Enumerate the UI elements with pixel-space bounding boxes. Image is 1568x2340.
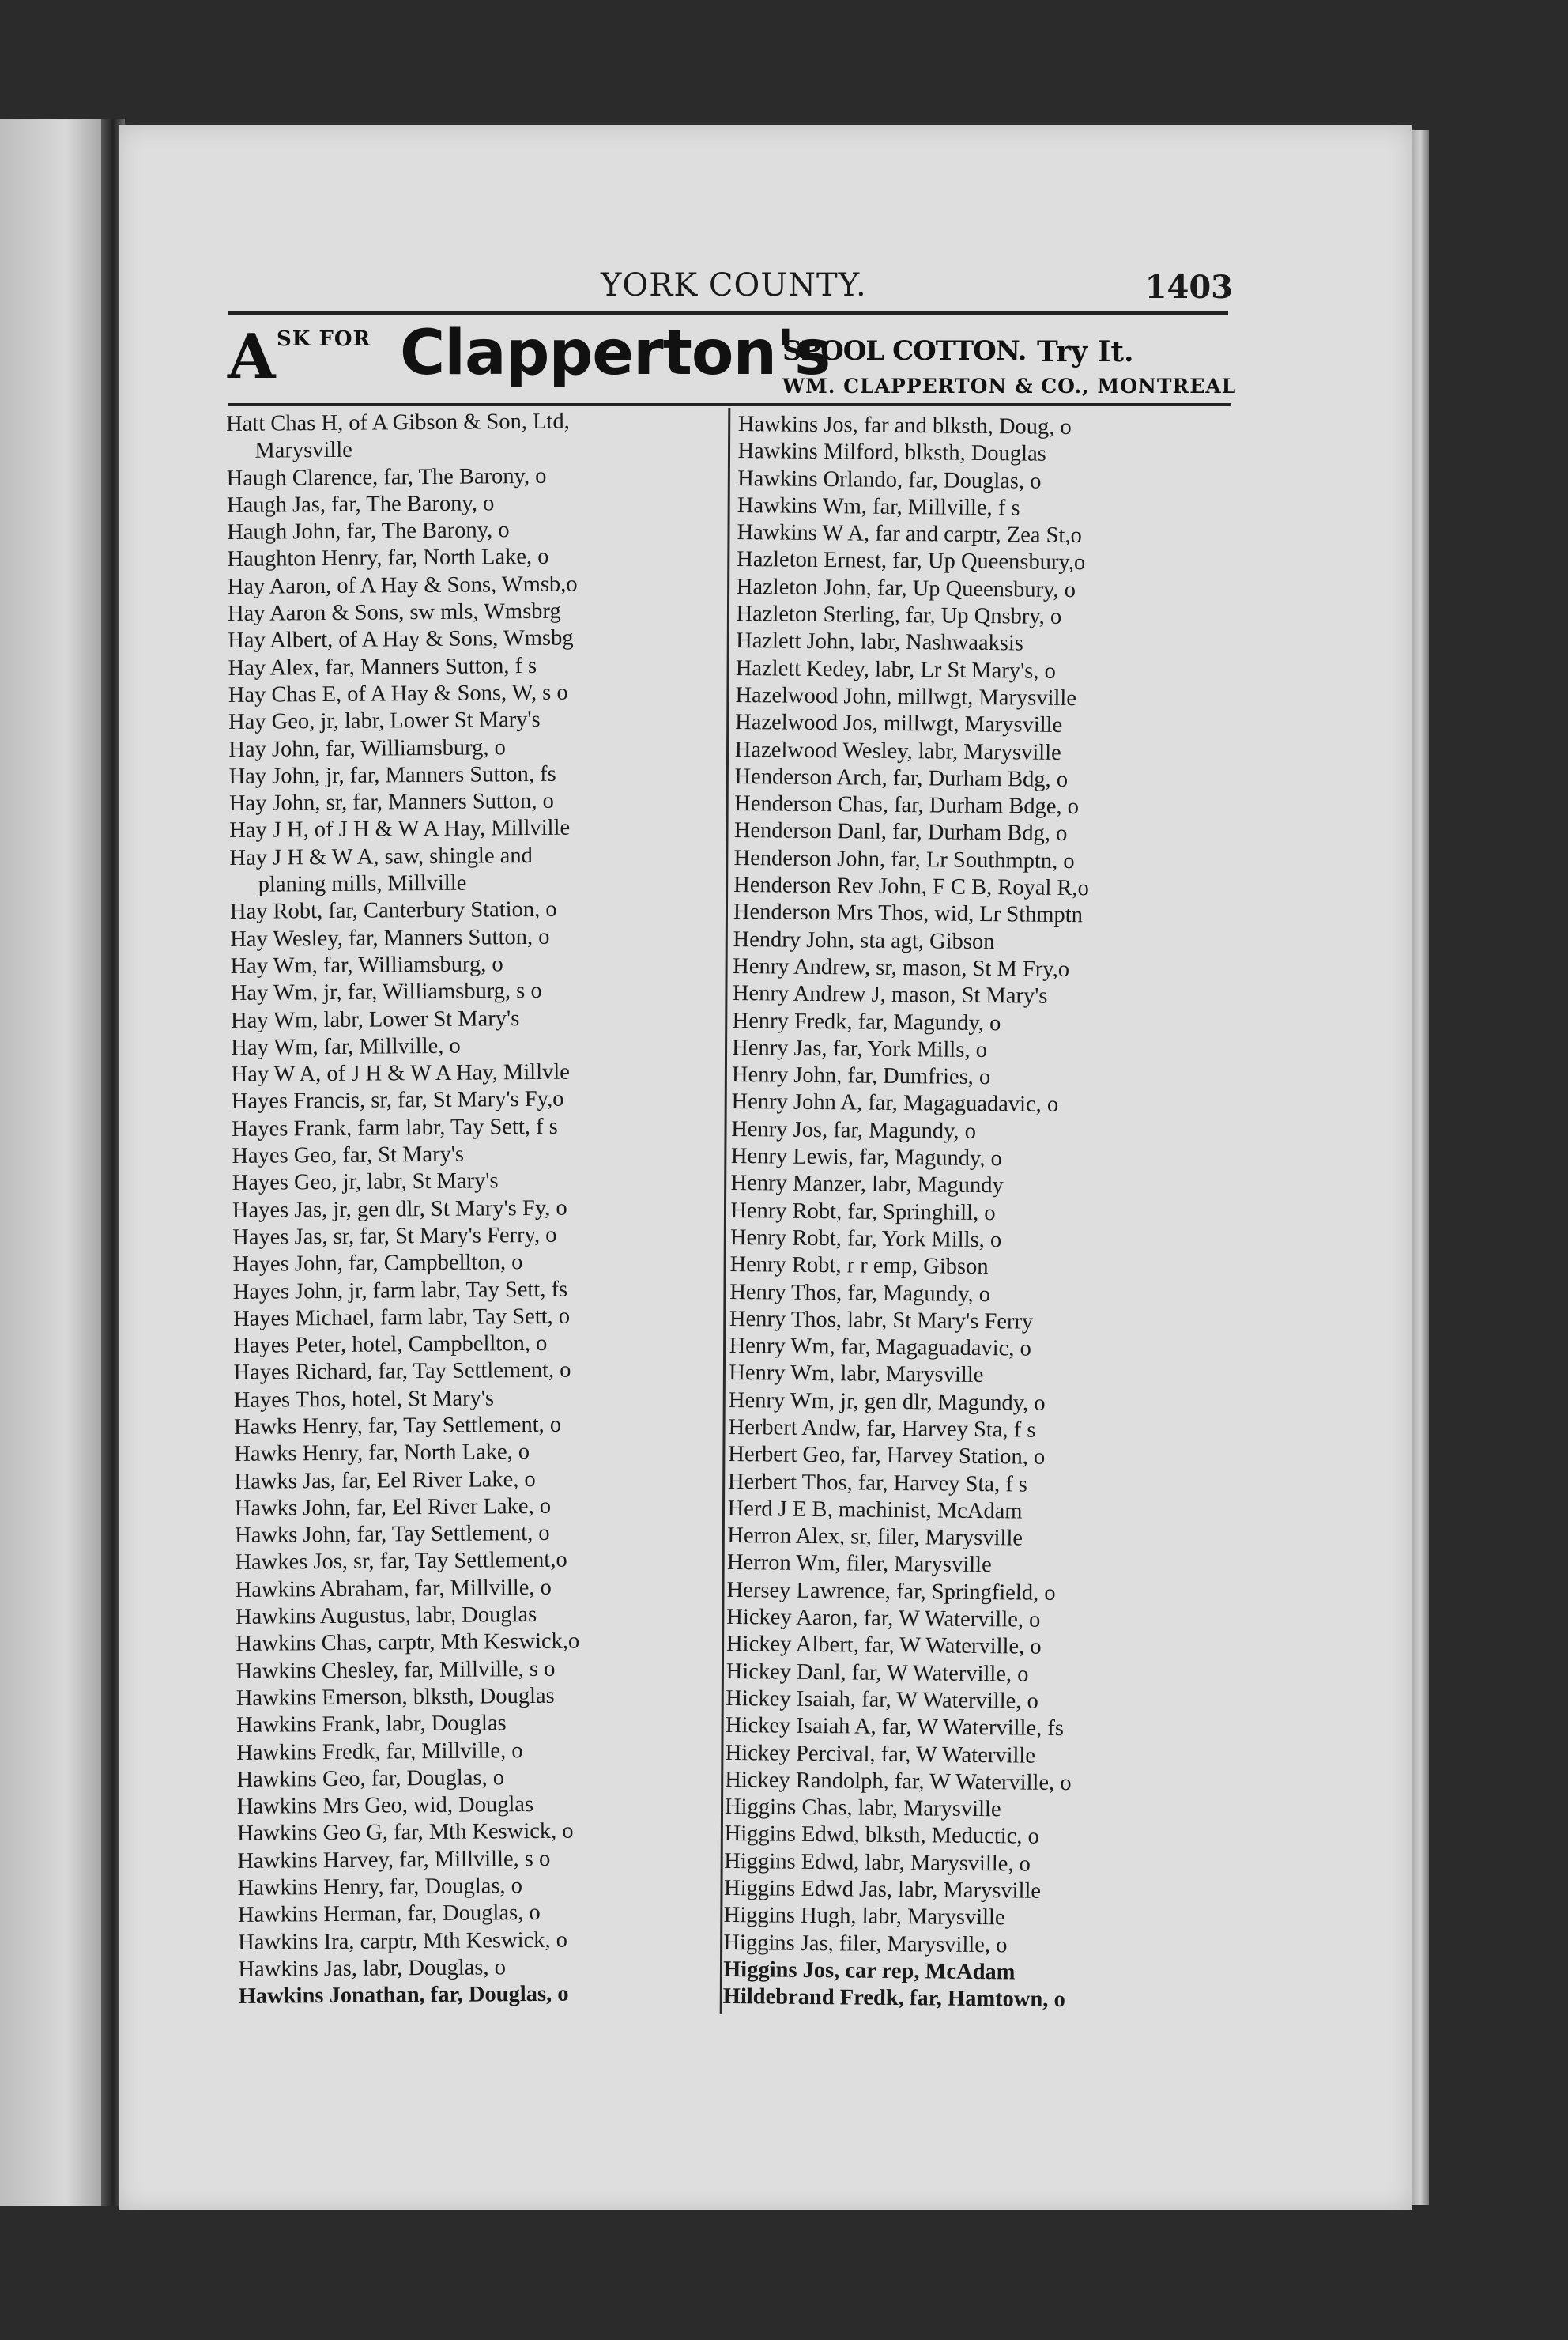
directory-entry: Henderson Chas, far, Durham Bdge, o <box>734 791 1080 820</box>
directory-entry: Henry Andrew, sr, mason, St M Fry,o <box>733 953 1070 982</box>
directory-entry: Hawkins Herman, far, Douglas, o <box>237 1900 541 1928</box>
directory-entry: Henry John, far, Dumfries, o <box>731 1062 991 1090</box>
directory-entry: Hazelwood Jos, millwgt, Marysville <box>735 710 1063 738</box>
directory-entry: Hawks Jas, far, Eel River Lake, o <box>234 1466 536 1494</box>
directory-entry: planing mills, Millville <box>258 870 467 897</box>
directory-entry: Henry Andrew J, mason, St Mary's <box>732 981 1048 1010</box>
directory-entry: Henry Robt, far, York Mills, o <box>729 1225 1002 1253</box>
directory-entry: Higgins Edwd, blksth, Meductic, o <box>724 1821 1040 1850</box>
directory-entry: Hay John, jr, far, Manners Sutton, fs <box>228 761 556 789</box>
directory-entry: Hawkins Jonathan, far, Douglas, o <box>238 1981 569 2010</box>
directory-entry: Henry Wm, jr, gen dlr, Magundy, o <box>728 1387 1046 1416</box>
directory-entry: Hay Wm, far, Williamsburg, o <box>230 952 503 979</box>
directory-entry: Herd J E B, machinist, McAdam <box>727 1496 1023 1524</box>
directory-entry: Herbert Andw, far, Harvey Sta, f s <box>728 1414 1036 1443</box>
directory-entry: Henry Manzer, labr, Magundy <box>730 1171 1004 1198</box>
directory-entry: Hay J H, of J H & W A Hay, Millville <box>229 816 571 844</box>
directory-entry: Hickey Aaron, far, W Waterville, o <box>726 1604 1041 1632</box>
directory-entry: Henry Jos, far, Magundy, o <box>731 1116 977 1144</box>
directory-entry: Hawkins Chas, carptr, Mth Keswick,o <box>236 1629 580 1657</box>
directory-entry: Hayes Geo, jr, labr, St Mary's <box>232 1168 499 1196</box>
directory-entry: Hickey Albert, far, W Waterville, o <box>726 1632 1042 1660</box>
directory-entry: Hickey Danl, far, W Waterville, o <box>726 1659 1029 1687</box>
right-column <box>723 411 1252 2016</box>
running-title: YORK COUNTY. <box>601 267 867 304</box>
directory-entry: Hawkins Mrs Geo, wid, Douglas <box>236 1792 534 1820</box>
directory-entry: Hickey Isaiah A, far, W Waterville, fs <box>725 1713 1065 1742</box>
directory-entry: Hawks Henry, far, Tay Settlement, o <box>233 1412 562 1440</box>
left-column <box>226 407 752 2011</box>
directory-entry: Hawkins Orlando, far, Douglas, o <box>737 466 1042 494</box>
directory-entry: Hawks John, far, Tay Settlement, o <box>235 1520 550 1549</box>
directory-entry: Hawkins Geo G, far, Mth Keswick, o <box>237 1819 574 1847</box>
directory-entry: Hayes Richard, far, Tay Settlement, o <box>233 1358 571 1386</box>
directory-entry: Hawkins Ira, carptr, Mth Keswick, o <box>238 1927 568 1955</box>
directory-entry: Hayes Thos, hotel, St Mary's <box>233 1386 495 1413</box>
directory-entry: Hay Wesley, far, Manners Sutton, o <box>230 924 550 952</box>
directory-entry: Hawks John, far, Eel River Lake, o <box>234 1493 552 1521</box>
directory-entry: Herron Wm, filer, Marysville <box>726 1550 992 1578</box>
directory-entry: Hatt Chas H, of A Gibson & Son, Ltd, <box>226 409 570 436</box>
directory-entry: Hickey Isaiah, far, W Waterville, o <box>726 1685 1038 1714</box>
directory-entry: Hay W A, of J H & W A Hay, Millvle <box>231 1059 570 1088</box>
page-stack-edge <box>1412 130 1429 2205</box>
directory-entry: Hayes Frank, farm labr, Tay Sett, f s <box>232 1114 558 1142</box>
directory-entry: Hazlett Kedey, labr, Lr St Mary's, o <box>735 655 1056 684</box>
directory-entry: Hawkins Jas, labr, Douglas, o <box>238 1955 507 1982</box>
directory-entry: Henry Wm, labr, Marysville <box>729 1361 984 1388</box>
directory-entry: Henderson Mrs Thos, wid, Lr Sthmptn <box>733 900 1084 928</box>
directory-entry: Hayes John, far, Campbellton, o <box>232 1250 523 1278</box>
directory-entry: Hayes Jas, jr, gen dlr, St Mary's Fy, o <box>232 1195 567 1223</box>
directory-entry: Henry Jas, far, York Mills, o <box>732 1035 988 1062</box>
directory-entry: Hickey Percival, far, W Waterville <box>725 1740 1036 1768</box>
directory-entry: Hawkins Harvey, far, Millville, s o <box>237 1846 551 1874</box>
directory-entry: Hayes John, jr, farm labr, Tay Sett, fs <box>232 1277 568 1304</box>
directory-entry: Hendry John, sta agt, Gibson <box>733 927 995 954</box>
directory-entry: Hawkins Henry, far, Douglas, o <box>237 1874 523 1900</box>
directory-entry: Hawkes Jos, sr, far, Tay Settlement,o <box>235 1548 567 1576</box>
directory-entry: Herbert Geo, far, Harvey Station, o <box>728 1442 1046 1470</box>
directory-entry: Hay Wm, labr, Lower St Mary's <box>230 1006 520 1033</box>
ad-ask-for: SK FOR <box>277 327 371 351</box>
directory-entry: Henry Wm, far, Magaguadavic, o <box>729 1334 1031 1361</box>
directory-entry: Herbert Thos, far, Harvey Sta, f s <box>727 1469 1028 1497</box>
directory-entry: Haugh Jas, far, The Barony, o <box>226 491 495 518</box>
directory-entry: Henry Robt, r r emp, Gibson <box>729 1252 989 1280</box>
directory-entry: Hay Albert, of A Hay & Sons, Wmsbg <box>228 625 574 654</box>
directory-entry: Herron Alex, sr, filer, Marysville <box>727 1523 1023 1551</box>
directory-entry: Hazleton John, far, Up Queensbury, o <box>736 574 1076 602</box>
directory-entry: Hay Wm, far, Millville, o <box>231 1033 461 1060</box>
advertisement-banner <box>228 318 1237 403</box>
ad-try-it: Try It. <box>1037 335 1134 368</box>
directory-entry: Hersey Lawrence, far, Springfield, o <box>726 1577 1056 1606</box>
directory-entry: Marysville <box>254 438 353 464</box>
directory-entry: Hay Robt, far, Canterbury Station, o <box>229 897 557 925</box>
directory-entry: Hay Aaron & Sons, sw mls, Wmsbrg <box>227 598 561 627</box>
directory-entry: Hay Aaron, of A Hay & Sons, Wmsb,o <box>227 572 578 599</box>
directory-entry: Henry Fredk, far, Magundy, o <box>732 1008 1001 1036</box>
directory-entry: Hayes Geo, far, St Mary's <box>232 1142 465 1168</box>
directory-entry: Henderson Arch, far, Durham Bdg, o <box>734 764 1069 792</box>
directory-entry: Hawkins Emerson, blksth, Douglas <box>236 1683 555 1711</box>
directory-entry: Hay Chas E, of A Hay & Sons, W, s o <box>228 680 568 708</box>
directory-entry: Henry Thos, labr, St Mary's Ferry <box>729 1306 1034 1334</box>
directory-entry: Hay Geo, jr, labr, Lower St Mary's <box>228 708 541 735</box>
directory-entry: Hawks Henry, far, North Lake, o <box>234 1440 530 1467</box>
directory-entry: Hawkins Abraham, far, Millville, o <box>235 1575 552 1602</box>
directory-entry: Henderson John, far, Lr Southmptn, o <box>733 845 1075 874</box>
directory-entry: Haughton Henry, far, North Lake, o <box>227 545 549 572</box>
directory-entry: Hawkins Chesley, far, Millville, s o <box>236 1656 556 1684</box>
ad-manufacturer: WM. CLAPPERTON & CO., MONTREAL <box>782 375 1237 398</box>
directory-entry: Hazleton Sterling, far, Up Qnsbry, o <box>736 602 1062 630</box>
ad-initial-letter: A <box>228 321 276 393</box>
directory-entry: Higgins Jas, filer, Marysville, o <box>723 1930 1008 1957</box>
directory-entry: Hayes Michael, farm labr, Tay Sett, o <box>232 1304 571 1331</box>
directory-entry: Hawkins Frank, labr, Douglas <box>236 1711 507 1738</box>
directory-entry: Henry Thos, far, Magundy, o <box>729 1279 991 1307</box>
directory-entry: Hickey Randolph, far, W Waterville, o <box>725 1767 1072 1795</box>
directory-entry: Higgins Edwd, labr, Marysville, o <box>724 1848 1031 1877</box>
directory-entry: Henry Lewis, far, Magundy, o <box>730 1143 1002 1172</box>
directory-entry: Hay Alex, far, Manners Sutton, f s <box>228 653 537 681</box>
directory-entry: Henry John A, far, Magaguadavic, o <box>731 1089 1059 1118</box>
directory-entry: Higgins Chas, labr, Marysville <box>724 1795 1001 1822</box>
directory-entry: Hawkins Augustus, labr, Douglas <box>235 1602 537 1630</box>
directory-entry: Hildebrand Fredk, far, Hamtown, o <box>722 1984 1065 2013</box>
directory-entry: Hazelwood Wesley, labr, Marysville <box>734 737 1061 765</box>
directory-entry: Hayes Jas, sr, far, St Mary's Ferry, o <box>232 1222 557 1250</box>
page-header <box>229 267 1233 307</box>
directory-entry: Hay J H & W A, saw, shingle and <box>229 843 533 870</box>
directory-entry: Henderson Rev John, F C B, Royal R,o <box>733 873 1090 901</box>
directory-entry: Hazleton Ernest, far, Up Queensbury,o <box>737 547 1086 576</box>
directory-entry: Hay John, sr, far, Manners Sutton, o <box>228 788 554 817</box>
directory-entry: Hazelwood John, millwgt, Marysville <box>735 682 1077 711</box>
directory-entry: Henry Robt, far, Springhill, o <box>730 1198 996 1225</box>
directory-entry: Hayes Francis, sr, far, St Mary's Fy,o <box>231 1087 564 1115</box>
header-rule <box>228 311 1228 315</box>
directory-entry: Hay Wm, jr, far, Williamsburg, s o <box>230 979 542 1006</box>
directory-entry: Hay John, far, Williamsburg, o <box>228 734 506 762</box>
facing-page-edge <box>0 119 111 2206</box>
directory-entry: Hawkins Geo, far, Douglas, o <box>236 1765 505 1792</box>
directory-entry: Hayes Peter, hotel, Campbellton, o <box>233 1330 548 1359</box>
directory-entry: Higgins Hugh, labr, Marysville <box>723 1903 1005 1930</box>
directory-entry: Hawkins Wm, far, Millville, f s <box>737 493 1020 521</box>
directory-entry: Haugh John, far, The Barony, o <box>227 518 510 545</box>
page-number: 1403 <box>1144 269 1233 306</box>
directory-entry: Higgins Edwd Jas, labr, Marysville <box>723 1875 1042 1904</box>
directory-entry: Haugh Clarence, far, The Barony, o <box>226 463 547 491</box>
directory-entry: Hawkins Jos, far and blksth, Doug, o <box>737 411 1072 440</box>
ad-product: SPOOL COTTON. <box>782 335 1027 367</box>
directory-entry: Hawkins Fredk, far, Millville, o <box>236 1738 523 1765</box>
directory-entry: Hawkins Milford, blksth, Douglas <box>737 439 1046 467</box>
directory-entry: Henderson Danl, far, Durham Bdg, o <box>733 818 1068 847</box>
directory-entry: Hazlett John, labr, Nashwaaksis <box>736 628 1024 656</box>
ad-brand-name: Clapperton's <box>400 318 831 389</box>
directory-entry: Higgins Jos, car rep, McAdam <box>722 1957 1016 1985</box>
directory-entry: Hawkins W A, far and carptr, Zea St,o <box>737 520 1082 549</box>
ad-rule <box>228 403 1231 406</box>
